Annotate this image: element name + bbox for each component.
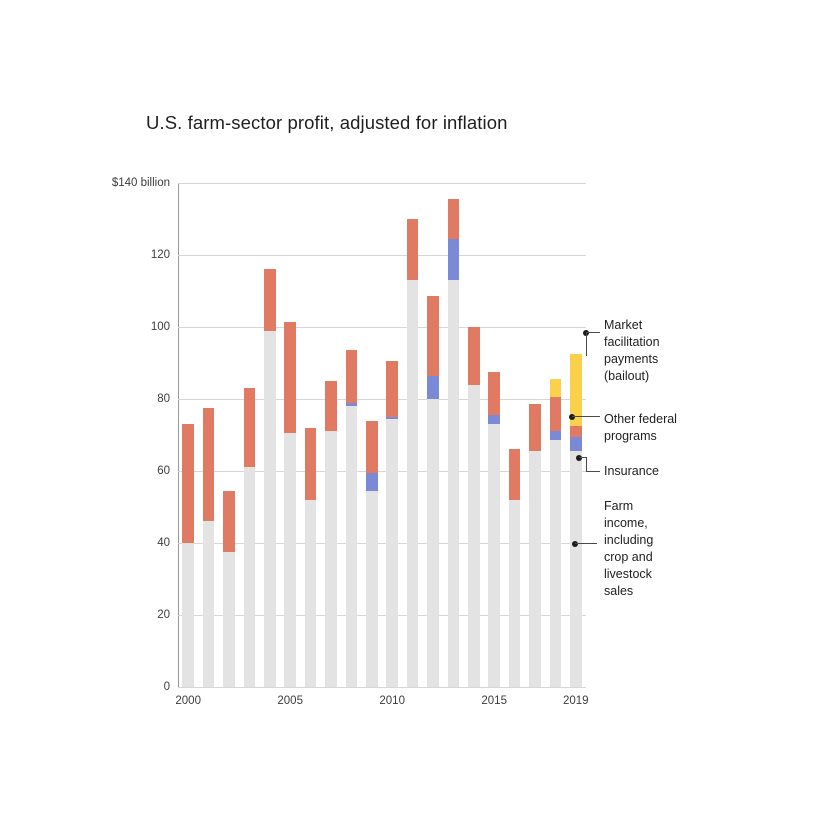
- bar-segment[interactable]: [570, 451, 581, 687]
- y-axis-tick-label: $140 billion: [111, 177, 170, 189]
- page-title: U.S. farm-sector profit, adjusted for inflation: [146, 112, 508, 133]
- gridline: [178, 615, 586, 616]
- gridline: [178, 687, 586, 688]
- bar-segment[interactable]: [427, 376, 438, 399]
- annotation-dot-farm-income: [572, 541, 578, 547]
- bar-segment[interactable]: [488, 424, 499, 687]
- bar-group[interactable]: [223, 183, 234, 687]
- annotation-line: sales: [604, 584, 634, 598]
- y-axis-tick-label: 60: [157, 465, 170, 477]
- leader-insurance-h: [579, 457, 586, 458]
- bar-segment[interactable]: [182, 424, 193, 543]
- bar-group[interactable]: [570, 183, 581, 687]
- bar-segment[interactable]: [305, 428, 316, 500]
- annotation-line: income,: [604, 516, 648, 530]
- y-axis-tick-label: 0: [163, 681, 170, 693]
- annotation-line: Farm: [604, 499, 634, 513]
- bar-group[interactable]: [550, 183, 561, 687]
- gridline: [178, 399, 586, 400]
- bar-segment[interactable]: [346, 350, 357, 402]
- bar-segment[interactable]: [203, 521, 214, 687]
- annotation-line: Market: [604, 318, 643, 332]
- bar-segment[interactable]: [448, 280, 459, 687]
- bar-segment[interactable]: [244, 388, 255, 467]
- x-axis-tick-label: 2000: [175, 695, 201, 707]
- bar-group[interactable]: [448, 183, 459, 687]
- bar-segment[interactable]: [550, 397, 561, 431]
- annotation-market-facilitation-payments: [604, 317, 694, 385]
- bar-segment[interactable]: [182, 543, 193, 687]
- annotation-line: crop and: [604, 550, 653, 564]
- x-axis-tick-label: 2019: [563, 695, 589, 707]
- bar-segment[interactable]: [448, 239, 459, 280]
- bar-segment[interactable]: [346, 406, 357, 687]
- annotation-dot-other-federal: [569, 414, 575, 420]
- gridline: [178, 327, 586, 328]
- bar-segment[interactable]: [570, 437, 581, 451]
- bar-group[interactable]: [427, 183, 438, 687]
- gridline: [178, 471, 586, 472]
- bar-segment[interactable]: [284, 322, 295, 434]
- annotation-line: including: [604, 533, 654, 547]
- y-axis-line: [178, 183, 179, 687]
- bar-group[interactable]: [284, 183, 295, 687]
- x-axis-tick-label: 2005: [277, 695, 303, 707]
- bar-group[interactable]: [325, 183, 336, 687]
- bar-segment[interactable]: [366, 473, 377, 491]
- bar-group[interactable]: [488, 183, 499, 687]
- y-axis-tick-label: 100: [150, 321, 170, 333]
- bar-segment[interactable]: [407, 219, 418, 280]
- bar-group[interactable]: [366, 183, 377, 687]
- x-axis-tick-label: 2010: [379, 695, 405, 707]
- bar-segment[interactable]: [264, 331, 275, 687]
- annotation-line: facilitation: [604, 335, 660, 349]
- leader-farm-income-h: [575, 543, 597, 544]
- plot-area: [111, 177, 589, 707]
- bar-segment[interactable]: [407, 280, 418, 687]
- bar-segment[interactable]: [223, 552, 234, 687]
- bar-segment[interactable]: [488, 415, 499, 424]
- bar-segment[interactable]: [509, 500, 520, 687]
- bar-segment[interactable]: [570, 426, 581, 437]
- annotation-line: livestock: [604, 567, 652, 581]
- bar-segment[interactable]: [550, 431, 561, 440]
- leader-mfp-h: [586, 332, 600, 333]
- bar-segment[interactable]: [488, 372, 499, 415]
- bar-segment[interactable]: [244, 467, 255, 687]
- bar-segment[interactable]: [468, 385, 479, 687]
- bar-segment[interactable]: [325, 431, 336, 687]
- leader-other-federal-h: [572, 416, 600, 417]
- annotation-line: Insurance: [604, 464, 659, 478]
- bar-segment[interactable]: [305, 500, 316, 687]
- bar-segment[interactable]: [366, 491, 377, 687]
- y-axis-tick-label: 80: [157, 393, 170, 405]
- leader-mfp-v: [586, 332, 587, 356]
- annotation-line: (bailout): [604, 369, 650, 383]
- bar-group[interactable]: [407, 183, 418, 687]
- annotation-dot-insurance: [576, 455, 582, 461]
- bar-segment[interactable]: [550, 440, 561, 687]
- bar-segment[interactable]: [346, 403, 357, 407]
- bar-segment[interactable]: [223, 491, 234, 552]
- bar-group[interactable]: [264, 183, 275, 687]
- bar-segment[interactable]: [203, 408, 214, 521]
- bar-group[interactable]: [244, 183, 255, 687]
- gridline: [178, 183, 586, 184]
- bar-segment[interactable]: [284, 433, 295, 687]
- gridline: [178, 255, 586, 256]
- annotation-farm-income: [604, 498, 684, 600]
- annotation-line: payments: [604, 352, 659, 366]
- bar-segment[interactable]: [427, 296, 438, 375]
- bar-group[interactable]: [182, 183, 193, 687]
- bar-segment[interactable]: [366, 421, 377, 473]
- bar-group[interactable]: [203, 183, 214, 687]
- bar-segment[interactable]: [509, 449, 520, 499]
- annotation-insurance: [604, 463, 704, 480]
- bar-group[interactable]: [346, 183, 357, 687]
- x-axis-tick-label: 2015: [481, 695, 507, 707]
- bar-group[interactable]: [468, 183, 479, 687]
- y-axis-tick-label: 20: [157, 609, 170, 621]
- annotation-other-federal-programs: [604, 411, 704, 445]
- leader-insurance-v: [586, 457, 587, 471]
- annotation-line: programs: [604, 429, 657, 443]
- annotation-line: Other federal: [604, 412, 677, 426]
- bar-group[interactable]: [509, 183, 520, 687]
- bar-segment[interactable]: [386, 417, 397, 419]
- bar-segment[interactable]: [448, 199, 459, 239]
- y-axis-tick-label: 120: [150, 249, 170, 261]
- bar-segment[interactable]: [550, 379, 561, 397]
- gridline: [178, 543, 586, 544]
- bar-segment[interactable]: [386, 419, 397, 687]
- y-axis-tick-label: 40: [157, 537, 170, 549]
- bar-segment[interactable]: [264, 269, 275, 330]
- bar-segment[interactable]: [529, 404, 540, 451]
- bar-segment[interactable]: [427, 399, 438, 687]
- bar-segment[interactable]: [386, 361, 397, 417]
- bar-segment[interactable]: [468, 327, 479, 385]
- bar-segment[interactable]: [325, 381, 336, 431]
- bar-segment[interactable]: [529, 451, 540, 687]
- leader-insurance-h2: [586, 471, 600, 472]
- bar-group[interactable]: [305, 183, 316, 687]
- bar-group[interactable]: [529, 183, 540, 687]
- bar-group[interactable]: [386, 183, 397, 687]
